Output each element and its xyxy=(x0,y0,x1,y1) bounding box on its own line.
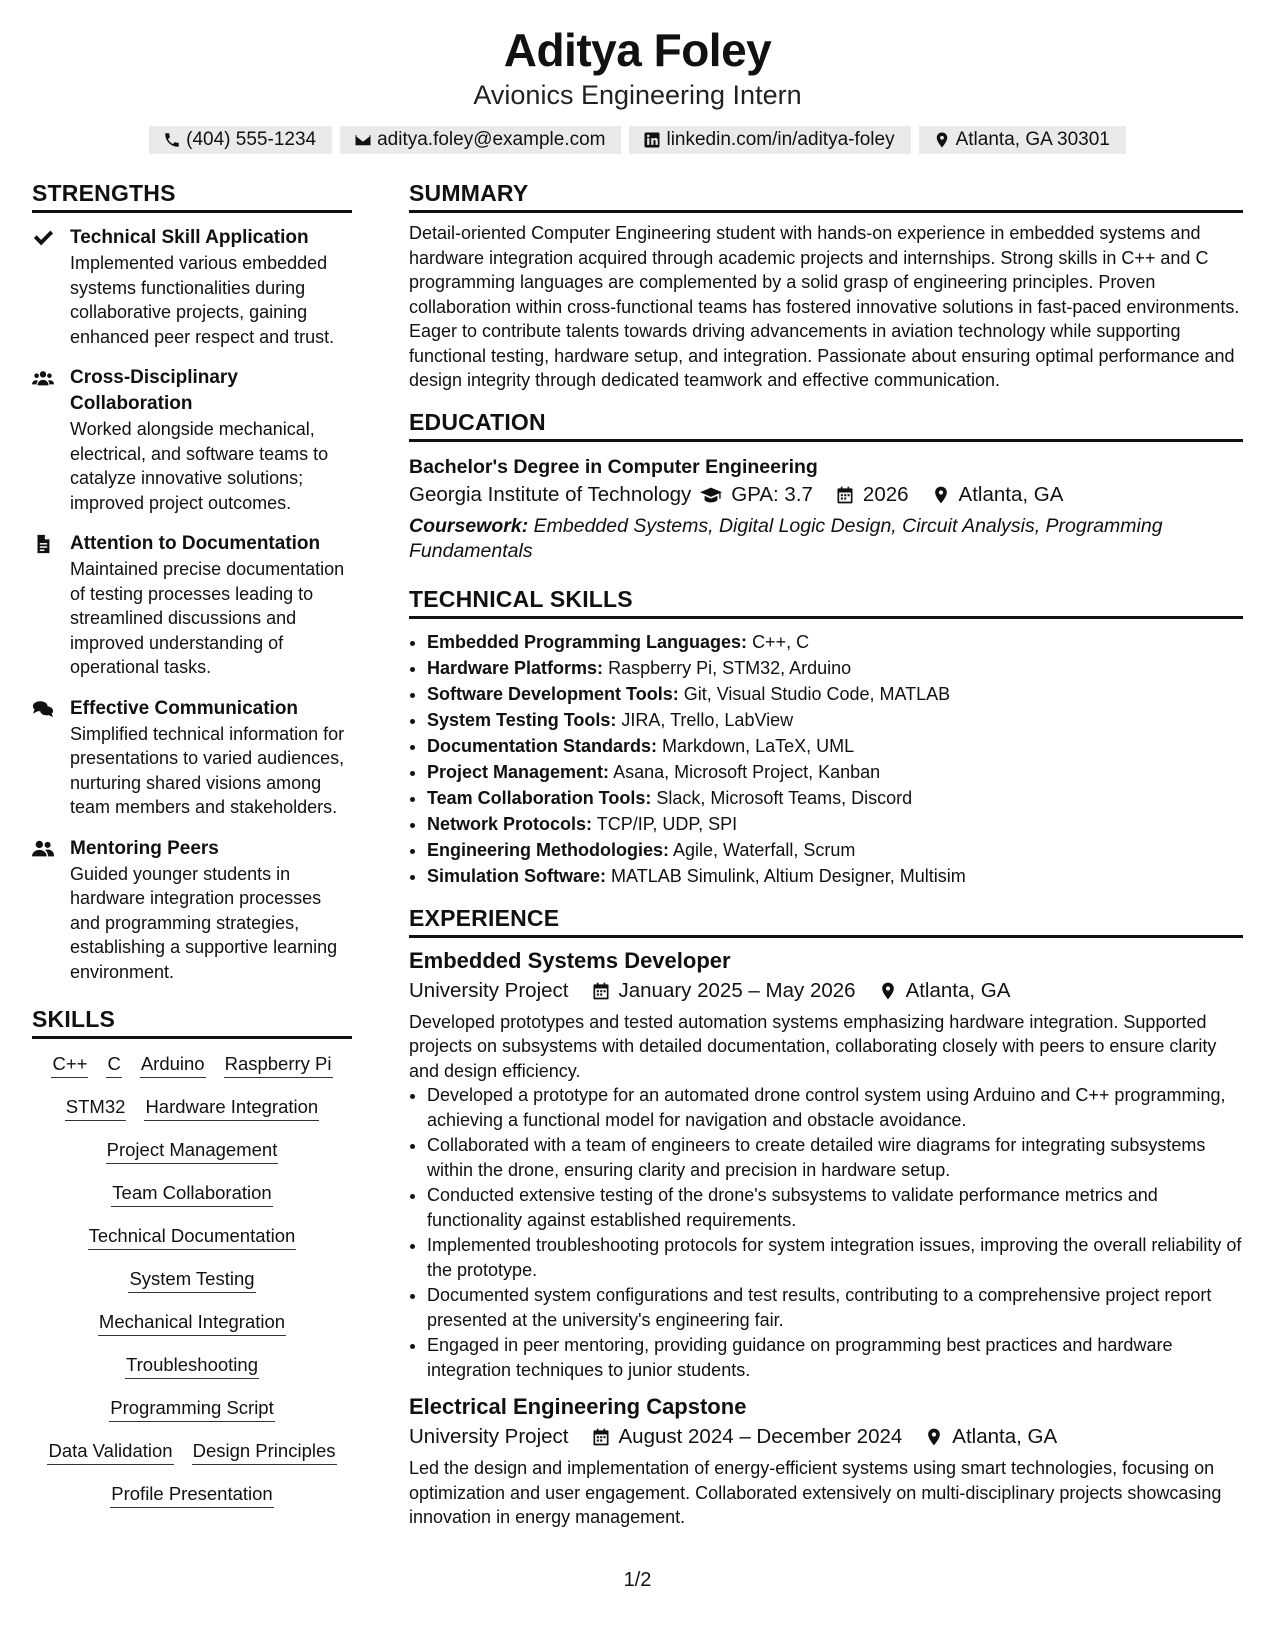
strength-desc: Simplified technical information for presentations to varied audiences, nurturing shared visions among team members and stakeholders. xyxy=(70,723,345,817)
coursework xyxy=(409,514,1243,564)
job-location: Atlanta, GA xyxy=(952,1425,1058,1448)
school-name: Georgia Institute of Technology xyxy=(409,482,692,506)
contact-email-text: aditya.foley@example.com xyxy=(377,129,606,150)
job-meta xyxy=(409,976,1243,1006)
skill-tag: C xyxy=(106,1051,121,1078)
contact-email[interactable] xyxy=(340,126,621,154)
page-number: 1/2 xyxy=(623,1569,652,1591)
resume-header xyxy=(0,22,1275,154)
education-location: Atlanta, GA xyxy=(958,482,1064,506)
contact-location-text: Atlanta, GA 30301 xyxy=(955,129,1110,150)
skill-values: Asana, Microsoft Project, Kanban xyxy=(613,761,881,782)
right-column xyxy=(409,178,1243,1530)
skill-tag: Data Validation xyxy=(47,1438,173,1465)
strength-desc: Maintained precise documentation of testing processes leading to streamlined discussions and improved understanding of operational tasks. xyxy=(70,559,345,677)
map-pin-icon xyxy=(878,981,898,1001)
gpa: GPA: 3.7 xyxy=(731,482,813,506)
strength-desc: Implemented various embedded systems functionalities during collaborative projects, gaining enhanced peer respect and trust. xyxy=(70,253,335,347)
job-org: University Project xyxy=(409,978,569,1002)
skill-tags xyxy=(32,1051,352,1508)
strength-item xyxy=(32,696,352,820)
list-item xyxy=(427,733,1243,759)
users-group-icon xyxy=(32,368,54,388)
strength-desc: Guided younger students in hardware integration processes and programming strategies, establishing a supportive learning environment. xyxy=(70,863,338,982)
list-item: • Implemented troubleshooting protocols for system integration issues, improving the overall reliability of the prototype. xyxy=(427,1233,1243,1282)
candidate-name: Aditya Foley xyxy=(503,24,772,76)
job-description: Developed prototypes and tested automation systems emphasizing hardware integration. Supported projects on subsystems with detailed documentation, collaborating closely with peers to ensure clarity and design efficiency. xyxy=(409,1011,1217,1081)
strength-title: Technical Skill Application xyxy=(70,227,309,248)
skill-tag: Design Principles xyxy=(192,1438,337,1465)
skill-category: Documentation Standards: xyxy=(427,735,658,756)
skill-category: Project Management: xyxy=(427,761,610,782)
job-bullets xyxy=(409,1083,1243,1382)
contact-bar xyxy=(0,126,1275,154)
graduation-cap-icon xyxy=(699,484,723,506)
graduation-year: 2026 xyxy=(862,482,909,506)
strength-item xyxy=(32,531,352,680)
list-item xyxy=(427,837,1243,863)
strength-title: Cross-Disciplinary Collaboration xyxy=(70,367,238,414)
education-meta xyxy=(409,480,1243,510)
document-icon xyxy=(32,534,54,554)
list-item xyxy=(427,681,1243,707)
technical-skills-title: TECHNICAL SKILLS xyxy=(409,584,1243,619)
contact-phone[interactable] xyxy=(149,126,332,154)
education-title: EDUCATION xyxy=(409,407,1243,442)
skills-title: SKILLS xyxy=(32,1004,352,1039)
candidate-role: Avionics Engineering Intern xyxy=(473,80,802,110)
skill-values: Markdown, LaTeX, UML xyxy=(662,735,855,756)
contact-location xyxy=(919,126,1126,154)
job-dates: August 2024 – December 2024 xyxy=(618,1425,903,1448)
technical-skills-list xyxy=(409,629,1243,889)
skill-values: TCP/IP, UDP, SPI xyxy=(596,813,738,834)
skill-tag: Arduino xyxy=(140,1051,206,1078)
skill-tag: STM32 xyxy=(65,1094,127,1121)
skill-category: System Testing Tools: xyxy=(427,709,617,730)
map-pin-icon xyxy=(924,1427,944,1447)
job-entry xyxy=(409,1392,1243,1530)
list-item: • Conducted extensive testing of the drone's subsystems to validate performance metrics and functionality against established requirements. xyxy=(427,1183,1243,1232)
list-item xyxy=(427,811,1243,837)
skill-category: Network Protocols: xyxy=(427,813,593,834)
skill-category: Embedded Programming Languages: xyxy=(427,631,748,652)
left-column xyxy=(32,178,352,1508)
phone-icon xyxy=(163,131,181,149)
summary-title: SUMMARY xyxy=(409,178,1243,213)
list-item: • Developed a prototype for an automated drone control system using Arduino and C++ programming, achieving a functional model for navigation and obstacle avoidance. xyxy=(427,1083,1243,1132)
list-item xyxy=(427,707,1243,733)
skill-tag: Team Collaboration xyxy=(111,1180,272,1207)
coursework-list: Embedded Systems, Digital Logic Design, Circuit Analysis, Programming Fundamentals xyxy=(409,514,1163,562)
strength-title: Attention to Documentation xyxy=(70,533,321,554)
strength-desc: Worked alongside mechanical, electrical, and software teams to catalyze innovative solutions; improved project outcomes. xyxy=(70,419,329,513)
job-title: Electrical Engineering Capstone xyxy=(409,1394,747,1419)
list-item xyxy=(427,785,1243,811)
skill-values: C++, C xyxy=(752,631,810,652)
calendar-icon xyxy=(591,981,611,1001)
job-meta xyxy=(409,1422,1243,1452)
skill-tag: C++ xyxy=(51,1051,88,1078)
strength-item xyxy=(32,225,352,349)
job-location: Atlanta, GA xyxy=(905,978,1011,1002)
linkedin-icon xyxy=(643,131,661,149)
strength-title: Mentoring Peers xyxy=(70,837,219,859)
checkmark-icon xyxy=(32,228,54,248)
calendar-icon xyxy=(835,485,855,505)
skill-category: Engineering Methodologies: xyxy=(427,839,669,860)
strength-item xyxy=(32,836,352,985)
skill-tag: Profile Presentation xyxy=(110,1481,273,1508)
list-item xyxy=(427,759,1243,785)
coursework-label: Coursework: xyxy=(409,514,529,537)
skill-category: Simulation Software: xyxy=(427,865,607,886)
skill-tag: Project Management xyxy=(106,1137,279,1164)
job-org: University Project xyxy=(409,1425,569,1448)
contact-phone-text: (404) 555-1234 xyxy=(186,129,317,150)
skill-tag: System Testing xyxy=(128,1266,255,1293)
skill-tag: Troubleshooting xyxy=(125,1352,259,1379)
skill-tag: Technical Documentation xyxy=(88,1223,297,1250)
job-entry xyxy=(409,946,1243,1383)
calendar-icon xyxy=(591,1427,611,1447)
skill-tag: Hardware Integration xyxy=(144,1094,319,1121)
user-pair-icon xyxy=(32,839,54,859)
skill-category: Team Collaboration Tools: xyxy=(427,787,652,808)
contact-linkedin[interactable] xyxy=(629,126,910,154)
list-item: • Documented system configurations and test results, contributing to a comprehensive project report presented at the university's engineering fair. xyxy=(427,1283,1243,1332)
contact-linkedin-text: linkedin.com/in/aditya-foley xyxy=(666,129,895,150)
experience-title: EXPERIENCE xyxy=(409,903,1243,938)
strength-title: Effective Communication xyxy=(70,697,299,719)
list-item xyxy=(427,629,1243,655)
job-description: Led the design and implementation of energy-efficient systems using smart technologies, focusing on optimization and user engagement. Collaborated extensively on multi-disciplinary projects showcasing innovation in energy management. xyxy=(409,1458,1222,1527)
job-dates: January 2025 – May 2026 xyxy=(618,978,856,1002)
summary-text: Detail-oriented Computer Engineering student with hands-on experience in embedded systems and hardware integration acquired through academic projects and internships. Strong skills in C++ and C programming languages are complemented by a solid grasp of engineering principles. Proven collaboration within cross-functional teams has fostered innovative solutions in fast-paced environments. Eager to contribute talents towards driving advancements in aviation technology while supporting functional testing, hardware setup, and integration. Passionate about ensuring optimal performance and design integrity through dedicated teamwork and effective communication. xyxy=(409,223,1240,390)
list-item xyxy=(427,863,1243,889)
strength-item xyxy=(32,365,352,515)
skill-values: Git, Visual Studio Code, MATLAB xyxy=(683,683,951,704)
envelope-icon xyxy=(354,131,372,149)
skill-tag: Mechanical Integration xyxy=(98,1309,286,1336)
strengths-title: STRENGTHS xyxy=(32,178,352,213)
skill-values: MATLAB Simulink, Altium Designer, Multisim xyxy=(611,865,966,886)
map-pin-icon xyxy=(933,131,951,149)
skill-values: Raspberry Pi, STM32, Arduino xyxy=(608,657,852,678)
list-item: • Engaged in peer mentoring, providing guidance on programming best practices and hardware integration techniques to junior students. xyxy=(427,1333,1243,1382)
skill-category: Hardware Platforms: xyxy=(427,657,604,678)
list-item xyxy=(427,655,1243,681)
map-pin-icon xyxy=(931,485,951,505)
skill-tag: Programming Script xyxy=(109,1395,274,1422)
job-title: Embedded Systems Developer xyxy=(409,947,731,973)
skill-values: Slack, Microsoft Teams, Discord xyxy=(656,787,913,808)
chat-bubbles-icon xyxy=(32,699,54,719)
skill-category: Software Development Tools: xyxy=(427,683,679,704)
list-item: • Collaborated with a team of engineers to create detailed wire diagrams for integrating subsystems within the drone, ensuring clarity and precision in hardware setup. xyxy=(427,1133,1243,1182)
skill-values: Agile, Waterfall, Scrum xyxy=(673,839,856,860)
skill-values: JIRA, Trello, LabView xyxy=(621,709,794,730)
degree-title: Bachelor's Degree in Computer Engineering xyxy=(409,455,818,478)
skill-tag: Raspberry Pi xyxy=(224,1051,333,1078)
